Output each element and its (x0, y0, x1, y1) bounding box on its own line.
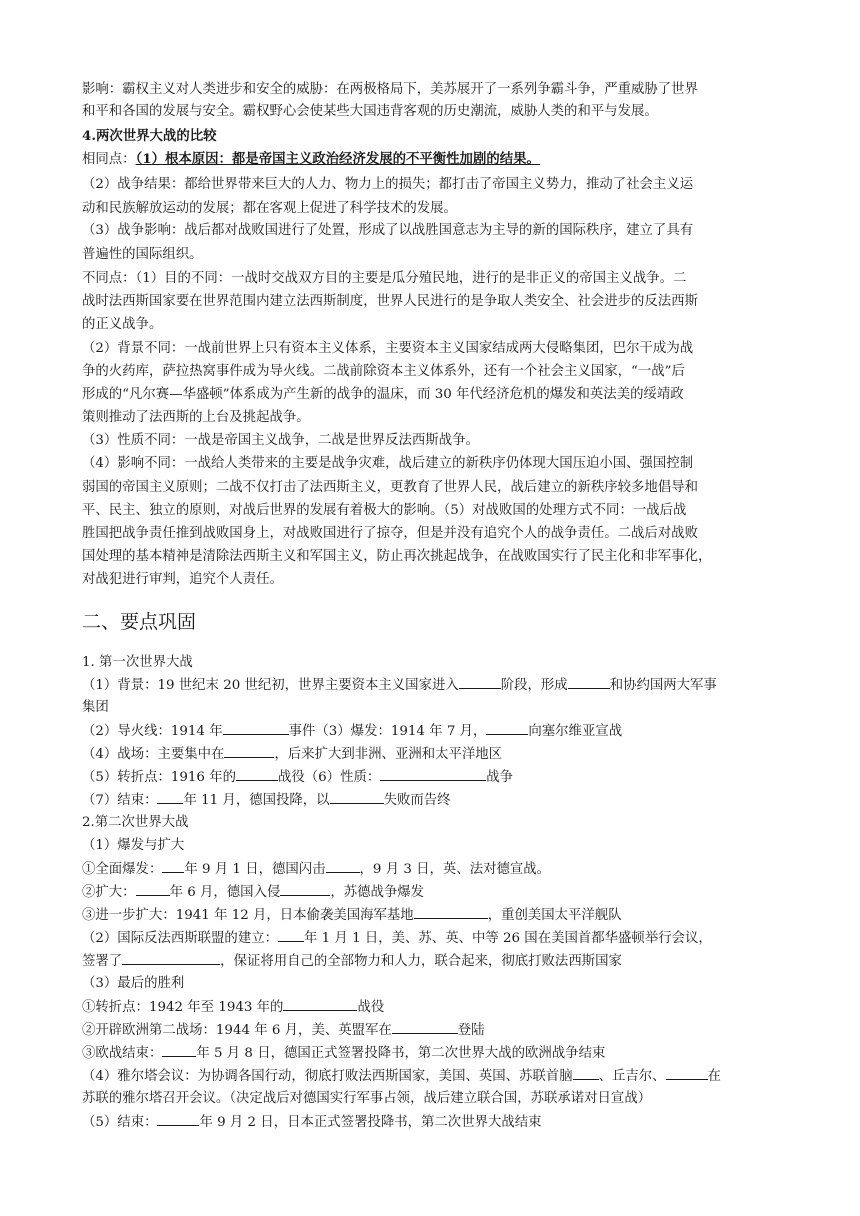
text-segment: 年 5 月 8 日，德国正式签署投降书，第二次世界大战的欧洲战争结束 (196, 1046, 606, 1061)
text-segment: 年 6 月，德国入侵 (169, 885, 281, 900)
fill-blank[interactable] (157, 789, 183, 804)
fill-blank[interactable] (223, 720, 289, 735)
text-segment: 登陆 (457, 1023, 485, 1038)
fill-line (82, 1065, 782, 1087)
fill-blank[interactable] (122, 950, 220, 965)
paragraph-line: 不同点：（1）目的不同：一战时交战双方目的主要是瓜分殖民地，进行的是非正义的帝国主义战争。二 (82, 271, 687, 286)
fill-blank[interactable] (459, 674, 501, 689)
section-heading-4: 4.两次世界大战的比较 (82, 128, 217, 144)
fill-line (82, 881, 782, 903)
fill-blank[interactable] (283, 996, 357, 1011)
text-segment: 阶段，形成 (500, 678, 568, 693)
paragraph-line: 影响：霸权主义对人类进步和安全的威胁：在两极格局下，美苏展开了一系列争霸斗争，严重威胁了世界 (82, 82, 698, 97)
paragraph-line: 策则推动了法西斯的上台及挑起战争。 (82, 410, 310, 425)
text-segment: 战役 (357, 1000, 385, 1015)
text-segment: 年 11 月，德国投降，以 (183, 793, 330, 808)
paragraph-line: 的正义战争。 (82, 317, 163, 332)
text-segment: ，保证将用自己的全部物力和人力，联合起来，彻底打败法西斯国家 (220, 954, 622, 969)
fill-line (82, 996, 782, 1018)
paragraph-line: 战时法西斯国家要在世界范围内建立法西斯制度，世界人民进行的是争取人类安全、社会进步的反法西斯 (82, 294, 698, 309)
fill-line (82, 674, 782, 696)
text-segment: （5）结束： (82, 1115, 158, 1130)
text-segment: 战役（6）性质： (277, 770, 381, 785)
paragraph-line: 形成的“凡尔赛—华盛顿”体系成为产生新的战争的温床，而 30 年代经济危机的爆发和英法美的绥靖政 (82, 387, 684, 402)
fill-line (82, 950, 782, 972)
fill-line (82, 1042, 782, 1064)
paragraph-line: （3）性质不同：一战是帝国主义战争，二战是世界反法西斯战争。 (82, 433, 479, 448)
text-segment: 失败而告终 (383, 793, 451, 808)
fill-blank[interactable] (380, 766, 486, 781)
paragraph-line: 弱国的帝国主义原则；二战不仅打击了法西斯主义，更教育了世界人民，战后建立的新秩序较多地倡导和 (82, 480, 698, 495)
ww2-heading: 2.第二次世界大战 (82, 815, 189, 830)
text-segment: 向塞尔维亚宣战 (528, 724, 623, 739)
fill-line (82, 766, 782, 788)
paragraph-line: （2）战争结果：都给世界带来巨大的人力、物力上的损失；都打击了帝国主义势力，推动了社会主义运 (82, 177, 694, 192)
fill-blank[interactable] (162, 858, 184, 873)
text-segment: ①全面爆发： (82, 862, 163, 877)
same-points-line (82, 148, 782, 170)
text-segment: ，苏德战争爆发 (330, 885, 425, 900)
text-segment: 、丘吉尔、 (598, 1069, 666, 1084)
paragraph-line: 普遍性的国际组织。 (82, 247, 203, 262)
root-cause-text: （1）根本原因：都是帝国主义政治经济发展的不平衡性加剧的结果。 (135, 151, 540, 167)
fill-blank[interactable] (330, 789, 384, 804)
text-segment: ②扩大： (82, 885, 136, 900)
fill-blank[interactable] (326, 858, 360, 873)
text-segment: （1）背景：19 世纪末 20 世纪初，世界主要资本主义国家进入 (82, 678, 459, 693)
text-segment: 和协约国两大军事 (609, 678, 717, 693)
paragraph-line: 动和民族解放运动的发展；都在客观上促进了科学技术的发展。 (82, 201, 457, 216)
same-points-label: 相同点： (82, 152, 136, 167)
text-segment: ，后来扩大到非洲、亚洲和太平洋地区 (274, 747, 503, 762)
text-segment: ，重创美国太平洋舰队 (487, 908, 622, 923)
paragraph-line: （3）最后的胜利 (82, 976, 185, 991)
ww1-heading: 1. 第一次世界大战 (82, 655, 193, 670)
text-segment: 事件（3）爆发：1914 年 7 月， (288, 724, 487, 739)
text-segment: 在 (707, 1069, 721, 1084)
paragraph-line: 集团 (82, 700, 109, 715)
text-segment: ①转折点：1942 年至 1943 年的 (82, 1000, 284, 1015)
fill-blank[interactable] (162, 1042, 196, 1057)
text-segment: （5）转折点：1916 年的 (82, 770, 236, 785)
paragraph-line: 和平和各国的发展与安全。霸权野心会使某些大国违背客观的历史潮流，威胁人类的和平与发展。 (82, 104, 658, 119)
fill-line (82, 789, 782, 811)
text-segment: 年 9 月 2 日，日本正式签署投降书，第二次世界大战结束 (199, 1115, 542, 1130)
paragraph-line: （4）影响不同：一战给人类带来的主要是战争灾难，战后建立的新秩序仍体现大国压迫小国、强国控制 (82, 456, 694, 471)
fill-line (82, 1019, 782, 1041)
text-segment: （4）雅尔塔会议：为协调各国行动，彻底打败法西斯国家，美国、英国、苏联首脑 (82, 1069, 573, 1084)
paragraph-line: 对战犯进行审判，追究个人责任。 (82, 572, 283, 587)
text-segment: ②开辟欧洲第二战场：1944 年 6 月，美、英盟军在 (82, 1023, 392, 1038)
section-title: 二、要点巩固 (82, 611, 197, 633)
fill-line (82, 743, 782, 765)
fill-blank[interactable] (157, 1111, 199, 1126)
fill-blank[interactable] (278, 927, 304, 942)
text-segment: （2）导火线：1914 年 (82, 724, 223, 739)
fill-blank[interactable] (568, 674, 610, 689)
text-segment: 年 1 月 1 日，美、苏、英、中等 26 国在美国首都华盛顿举行会议， (304, 931, 712, 946)
paragraph-line: （1）爆发与扩大 (82, 838, 185, 853)
fill-blank[interactable] (573, 1065, 599, 1080)
paragraph-line: 争的火药库，萨拉热窝事件成为导火线。二战前除资本主义体系外，还有一个社会主义国家，“一战”后 (82, 364, 685, 379)
fill-blank[interactable] (280, 881, 330, 896)
text-segment: （7）结束： (82, 793, 158, 808)
text-segment: ③欧战结束： (82, 1046, 163, 1061)
paragraph-line: （3）战争影响：战后都对战败国进行了处置，形成了以战胜国意志为主导的新的国际秩序，建立了具有 (82, 223, 694, 238)
fill-blank[interactable] (414, 904, 488, 919)
paragraph-line: 国处理的基本精神是清除法西斯主义和军国主义，防止再次挑起战争，在战败国实行了民主化和非军事化， (82, 549, 712, 564)
fill-line (82, 904, 782, 926)
fill-blank[interactable] (666, 1065, 708, 1080)
paragraph-line: 苏联的雅尔塔召开会议。（决定战后对德国实行军事占领，战后建立联合国，苏联承诺对日宣战） (82, 1091, 652, 1106)
text-segment: ，9 月 3 日，英、法对德宣战。 (359, 862, 551, 877)
text-segment: 战争 (486, 770, 514, 785)
text-segment: ③进一步扩大：1941 年 12 月，日本偷袭美国海军基地 (82, 908, 414, 923)
fill-line (82, 1111, 782, 1133)
text-segment: （4）战场：主要集中在 (82, 747, 225, 762)
fill-blank[interactable] (136, 881, 170, 896)
text-segment: 年 9 月 1 日，德国闪击 (184, 862, 326, 877)
paragraph-line: （2）背景不同：一战前世界上只有资本主义体系，主要资本主义国家结成两大侵略集团，巴尔干成为战 (82, 341, 694, 356)
text-segment: （2）国际反法西斯联盟的建立： (82, 931, 278, 946)
fill-line (82, 858, 782, 880)
fill-blank[interactable] (236, 766, 278, 781)
fill-blank[interactable] (224, 743, 274, 758)
fill-line (82, 720, 782, 742)
paragraph-line: 平、民主、独立的原则，对战后世界的发展有着极大的影响。（5）对战败国的处理方式不同：一战后战 (82, 503, 687, 518)
fill-blank[interactable] (392, 1019, 458, 1034)
text-segment: 签署了 (82, 954, 123, 969)
fill-line (82, 927, 782, 949)
fill-blank[interactable] (486, 720, 528, 735)
paragraph-line: 胜国把战争责任推到战败国身上，对战败国进行了掠夺，但是并没有追究个人的战争责任。二战后对战败 (82, 526, 698, 541)
